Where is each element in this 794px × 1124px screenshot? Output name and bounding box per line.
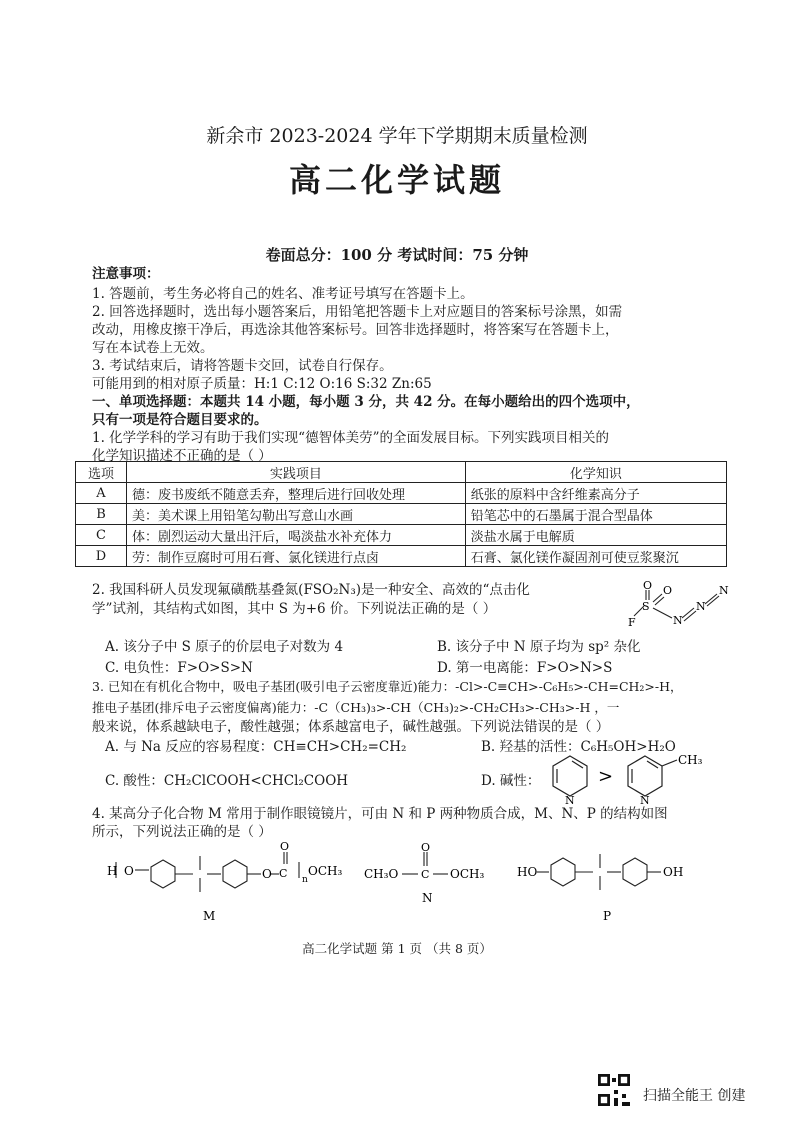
notice-line-1: 1. 答题前，考生务必将自己的姓名、准考证号填写在答题卡上。 xyxy=(92,286,474,302)
exam-header: 新余市 2023-2024 学年下学期期末质量检测 xyxy=(206,125,588,147)
table-cell-option: C xyxy=(76,525,127,546)
atom-o: O xyxy=(663,584,673,597)
q2-option-a: A. 该分子中 S 原子的价层电子对数为 4 xyxy=(105,639,344,655)
q3-stem-2: 推电子基团(排斥电子云密度偏离)能力：-C（CH₃)₃>-CH（CH₃)₂>-CH₂CH₃>-CH₃>-H ，一 xyxy=(92,700,620,715)
label-m: M xyxy=(203,909,216,923)
m-o-atom: O xyxy=(280,840,290,853)
pyridine-comparison xyxy=(545,748,715,806)
structure-p xyxy=(515,840,705,925)
table-header-cell: 化学知识 xyxy=(465,462,726,483)
atom-n: N xyxy=(719,584,729,597)
table-cell-option: B xyxy=(76,504,127,525)
table-row xyxy=(76,546,727,567)
table-row xyxy=(76,504,727,525)
n-ch3o: CH₃O xyxy=(364,867,399,881)
q4-stem-2: 所示，下列说法正确的是（ ） xyxy=(92,824,272,840)
m-o-atom: O xyxy=(124,864,134,878)
q1-stem-2: 化学知识描述不正确的是（ ） xyxy=(92,448,272,464)
table-cell-option: D xyxy=(76,546,127,567)
notice-line-3: 3. 考试结束后，请将答题卡交回，试卷自行保存。 xyxy=(92,358,393,374)
q2-stem-2: 学”试剂，其结构式如图，其中 S 为+6 价。下列说法正确的是（ ） xyxy=(92,601,497,617)
q1-table xyxy=(75,461,727,567)
section-1-line-2: 只有一项是符合题目要求的。 xyxy=(92,412,268,428)
q4-stem-1: 4. 某高分子化合物 M 常用于制作眼镜镜片，可由 N 和 P 两种物质合成，M、N、P 的结构如图 xyxy=(92,806,668,822)
table-cell-knowledge: 铅笔芯中的石墨属于混合型晶体 xyxy=(465,504,726,525)
atom-n: N xyxy=(640,794,650,806)
page-title: 高二化学试题 xyxy=(288,161,505,199)
m-o-atom: O xyxy=(262,867,272,881)
q3-stem-3: 般来说，体系越缺电子，酸性越强；体系越富电子，碱性越强。下列说法错误的是（ ） xyxy=(92,719,610,735)
page-footer: 高二化学试题 第 1 页 （共 8 页） xyxy=(302,941,492,956)
notice-heading: 注意事项： xyxy=(92,266,160,282)
table-header-cell: 实践项目 xyxy=(127,462,466,483)
atom-n: N xyxy=(696,600,706,613)
m-c-atom: C xyxy=(279,867,288,880)
atom-s: S xyxy=(642,600,650,613)
table-cell-practice: 德：废书废纸不随意丢弃，整理后进行回收处理 xyxy=(127,483,466,504)
table-row xyxy=(76,525,727,546)
label-n: N xyxy=(422,891,433,905)
notice-line-2c: 写在本试卷上无效。 xyxy=(92,340,214,356)
q1-stem-1: 1. 化学学科的学习有助于我们实现“德智体美劳”的全面发展目标。下列实践项目相关的 xyxy=(92,430,609,446)
atom-n: N xyxy=(565,794,575,806)
section-1-line-1: 一、单项选择题：本题共 14 小题，每小题 3 分，共 42 分。在每小题给出的四个选项中， xyxy=(92,394,640,410)
atom-o: O xyxy=(643,580,653,592)
m-och3: OCH₃ xyxy=(308,864,343,878)
atomic-masses: 可能用到的相对原子质量：H:1 C:12 O:16 S:32 Zn:65 xyxy=(92,376,432,392)
table-cell-practice: 体：剧烈运动大量出汗后，喝淡盐水补充体力 xyxy=(127,525,466,546)
structure-m xyxy=(105,840,355,925)
p-oh: OH xyxy=(663,865,684,879)
m-h-atom: H xyxy=(107,864,118,878)
score-time-line: 卷面总分：100 分 考试时间：75 分钟 xyxy=(265,246,529,264)
q3-option-a: A. 与 Na 反应的容易程度：CH≡CH>CH₂=CH₂ xyxy=(105,739,407,755)
qr-code-icon xyxy=(598,1074,630,1106)
q2-option-b: B. 该分子中 N 原子均为 sp² 杂化 xyxy=(437,639,641,655)
q3-option-d: D. 碱性： xyxy=(481,773,541,789)
table-header-cell: 选项 xyxy=(76,462,127,483)
table-cell-knowledge: 纸张的原料中含纤维素高分子 xyxy=(465,483,726,504)
n-o-atom: O xyxy=(421,841,431,854)
n-c-atom: C xyxy=(421,868,430,881)
notice-line-2b: 改动，用橡皮擦干净后，再选涂其他答案标号。回答非选择题时，将答案写在答题卡上， xyxy=(92,322,619,338)
table-row xyxy=(76,483,727,504)
atom-f: F xyxy=(628,616,636,629)
table-cell-practice: 美：美术课上用铅笔勾勒出写意山水画 xyxy=(127,504,466,525)
greater-than-sign: > xyxy=(598,766,614,787)
table-cell-option: A xyxy=(76,483,127,504)
p-ho: HO xyxy=(517,865,538,879)
label-p: P xyxy=(603,909,612,923)
q2-option-c: C. 电负性：F>O>S>N xyxy=(105,660,253,676)
table-cell-knowledge: 淡盐水属于电解质 xyxy=(465,525,726,546)
methyl-label: CH₃ xyxy=(678,753,703,767)
m-repeat-n: n xyxy=(302,875,308,885)
table-cell-knowledge: 石膏、氯化镁作凝固剂可使豆浆聚沉 xyxy=(465,546,726,567)
q3-option-b: B. 羟基的活性：C₆H₅OH>H₂O xyxy=(481,739,676,755)
structure-n xyxy=(360,840,500,925)
table-header-row xyxy=(76,462,727,483)
n-och3: OCH₃ xyxy=(450,867,485,881)
q2-option-d: D. 第一电离能：F>O>N>S xyxy=(437,660,613,676)
q3-option-c: C. 酸性：CH₂ClCOOH<CHCl₂COOH xyxy=(105,773,349,789)
q3-stem-1: 3. 已知在有机化合物中，吸电子基团(吸引电子云密度靠近)能力：-Cl>-C≡CH>-C₆H₅>-CH=CH₂>-H， xyxy=(92,679,683,694)
q2-stem-1: 2. 我国科研人员发现氟磺酰基叠氮(FSO₂N₃)是一种安全、高效的“点击化 xyxy=(92,582,530,598)
scanner-watermark: 扫描全能王 创建 xyxy=(643,1088,746,1104)
table-cell-practice: 劳：制作豆腐时可用石膏、氯化镁进行点卤 xyxy=(127,546,466,567)
atom-n: N xyxy=(673,614,683,627)
fso2n3-structure xyxy=(622,580,742,640)
notice-line-2a: 2. 回答选择题时，选出每小题答案后，用铅笔把答题卡上对应题目的答案标号涂黑，如需 xyxy=(92,304,623,320)
